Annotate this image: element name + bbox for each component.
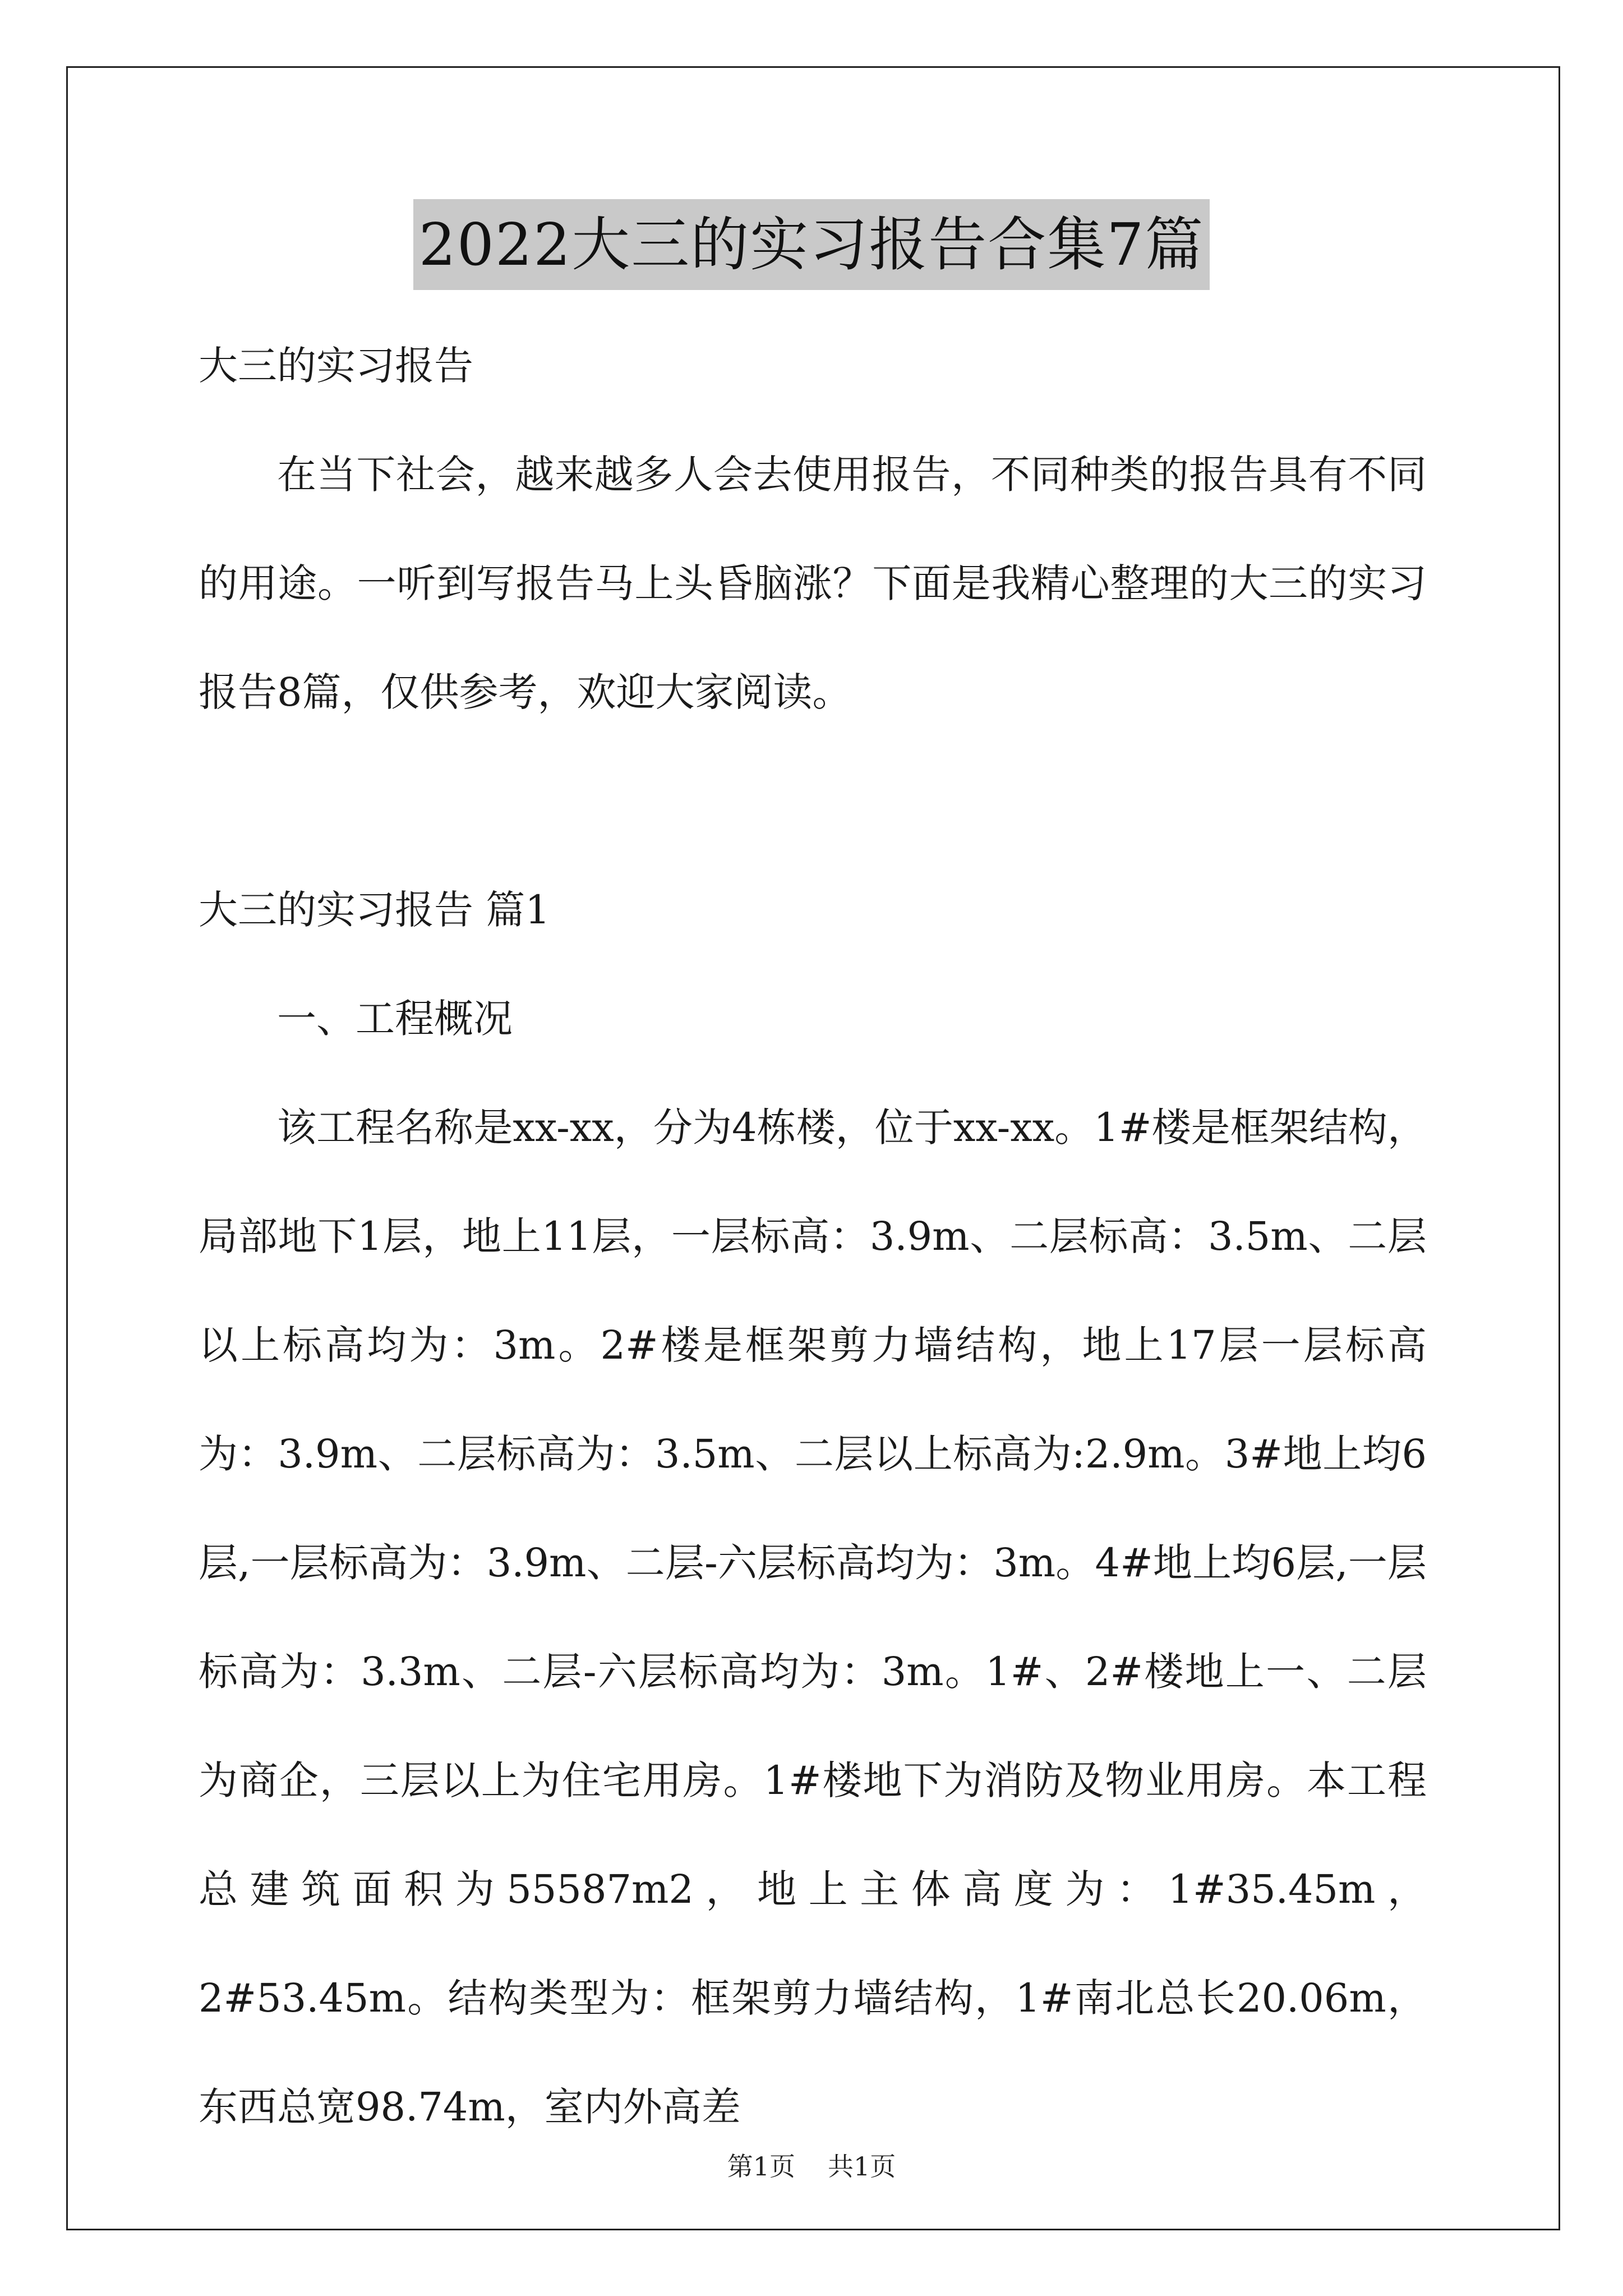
section-heading: 大三的实习报告 篇1 (199, 887, 550, 933)
page-footer (0, 2150, 1623, 2183)
page-number-current: 第1页 (727, 2151, 795, 2182)
document-title: 2022大三的实习报告合集7篇 (413, 199, 1210, 290)
intro-paragraph: 在当下社会，越来越多人会去使用报告，不同种类的报告具有不同的用途。一听到写报告马上头昏脑涨？下面是我精心整理的大三的实习报告8篇，仅供参考，欢迎大家阅读。 (199, 452, 1427, 715)
title-container (0, 199, 1623, 290)
paragraph-spacer (199, 747, 1427, 855)
subsection-heading: 一、工程概况 (277, 996, 513, 1042)
page-number-total: 共1页 (828, 2151, 896, 2182)
intro-heading: 大三的实习报告 (199, 343, 473, 389)
document-body (199, 311, 1427, 2161)
body-paragraph: 该工程名称是xx-xx，分为4栋楼，位于xx-xx。1#楼是框架结构，局部地下1层，地上11层，一层标高：3.9m、二层标高：3.5m、二层以上标高均为：3m。2#楼是框架剪力墙结构，地上17层一层标高为：3.9m、二层标高为：3.5m、二层以上标高为:2.9m。3#地上均6层,一层标高为：3.9m、二层-六层标高均为：3m。4#地上均6层,一层标高为：3.3m、二层-六层标高均为：3m。1#、2#楼地上一、二层为商企，三层以上为住宅用房。1#楼地下为消防及物业用房。本工程总建筑面积为55587m2，地上主体高度为：1#35.45m，2#53.45m。结构类型为：框架剪力墙结构，1#南北总长20.06m，东西总宽98.74m，室内外高差 (199, 1105, 1427, 2130)
